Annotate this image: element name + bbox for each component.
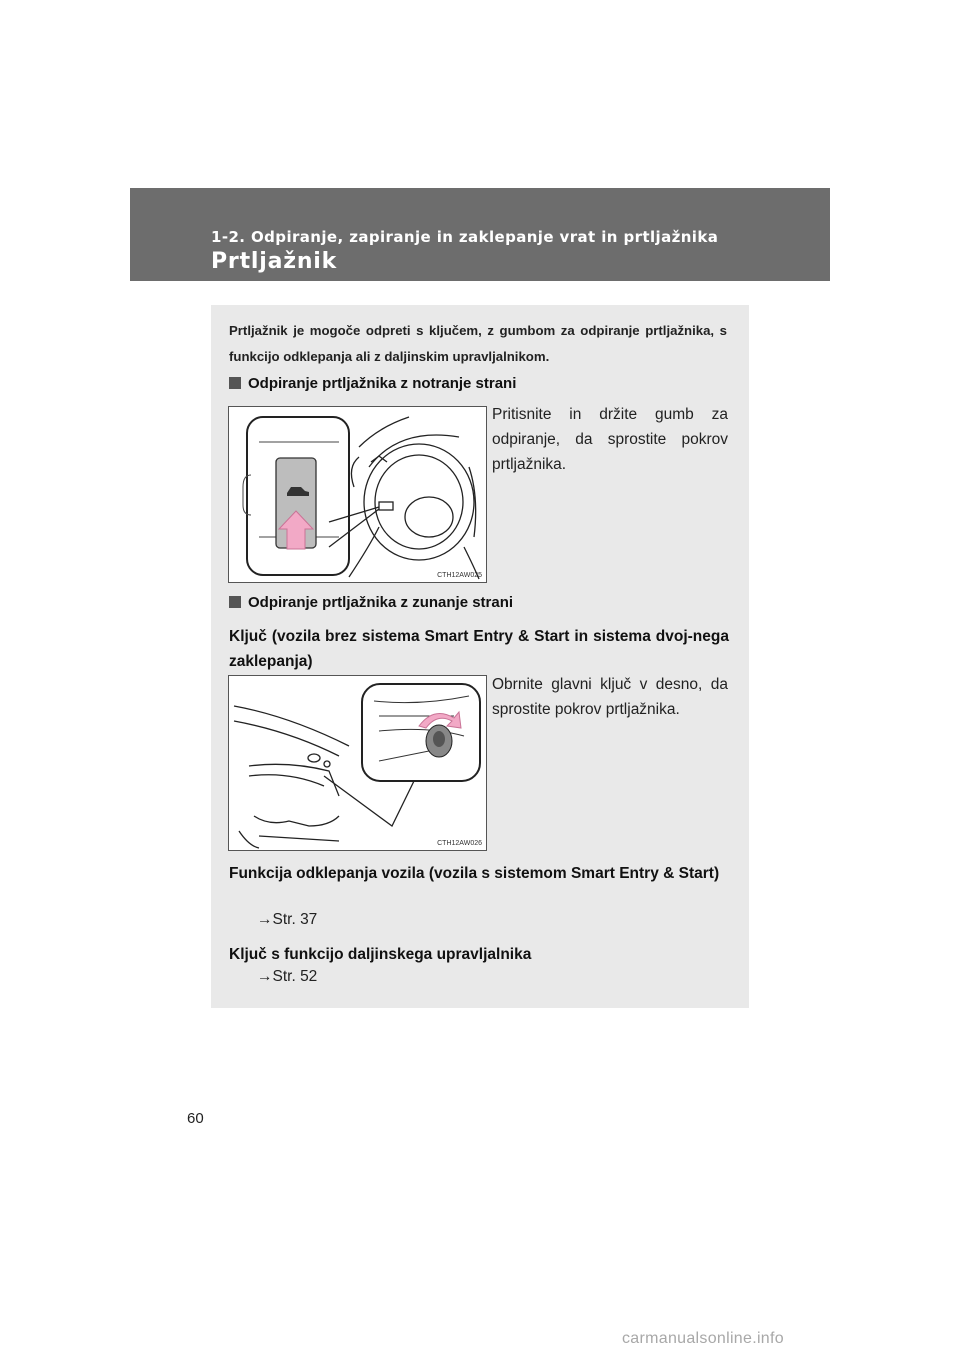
page-title: Prtljažnik [211, 249, 338, 274]
heading-outside-label: Odpiranje prtljažnika z zunanje strani [248, 594, 514, 611]
key-instruction: Obrnite glavni ključ v desno, da sprostite pokrov prtljažnika. [492, 676, 728, 718]
section-header [130, 188, 830, 281]
trunk-key-illustration [229, 676, 486, 850]
heading-inside-opening [229, 375, 516, 392]
remote-key-subheading: Ključ s funkcijo daljinskega upravljalnika [229, 946, 532, 963]
heading-inside-label: Odpiranje prtljažnika z notranje strani [248, 375, 517, 392]
figure-trunk-key [228, 675, 487, 851]
watermark: carmanualsonline.info [622, 1330, 784, 1347]
square-bullet-icon [229, 377, 241, 389]
figure-code: CTH12AW026 [437, 840, 482, 847]
content-box [211, 305, 749, 1008]
dashboard-illustration [229, 407, 486, 582]
smart-entry-subheading: Funkcija odklepanja vozila (vozila s sistemom Smart Entry & Start) [229, 865, 720, 882]
page-number: 60 [187, 1110, 204, 1127]
figure-trunk-opener-button [228, 406, 487, 583]
heading-outside-opening [229, 594, 513, 611]
section-title: 1-2. Odpiranje, zapiranje in zaklepanje vrat in prtljažnika [211, 228, 719, 246]
square-bullet-icon [229, 596, 241, 608]
figure-code: CTH12AW025 [437, 572, 482, 579]
intro-text: Prtljažnik je mogoče odpreti s ključem, z gumbom za odpiranje prtljažnika, s funkcijo odklepanja ali z daljinskim upravljalnikom. [229, 323, 727, 364]
remote-key-page-ref: →Str. 52 [257, 968, 318, 985]
inside-instruction: Pritisnite in držite gumb za odpiranje, da sprostite pokrov prtljažnika. [492, 406, 728, 473]
key-subheading: Ključ (vozila brez sistema Smart Entry & Start in sistema dvoj-nega zaklepanja) [229, 628, 729, 670]
smart-entry-page-ref: →Str. 37 [257, 911, 318, 928]
